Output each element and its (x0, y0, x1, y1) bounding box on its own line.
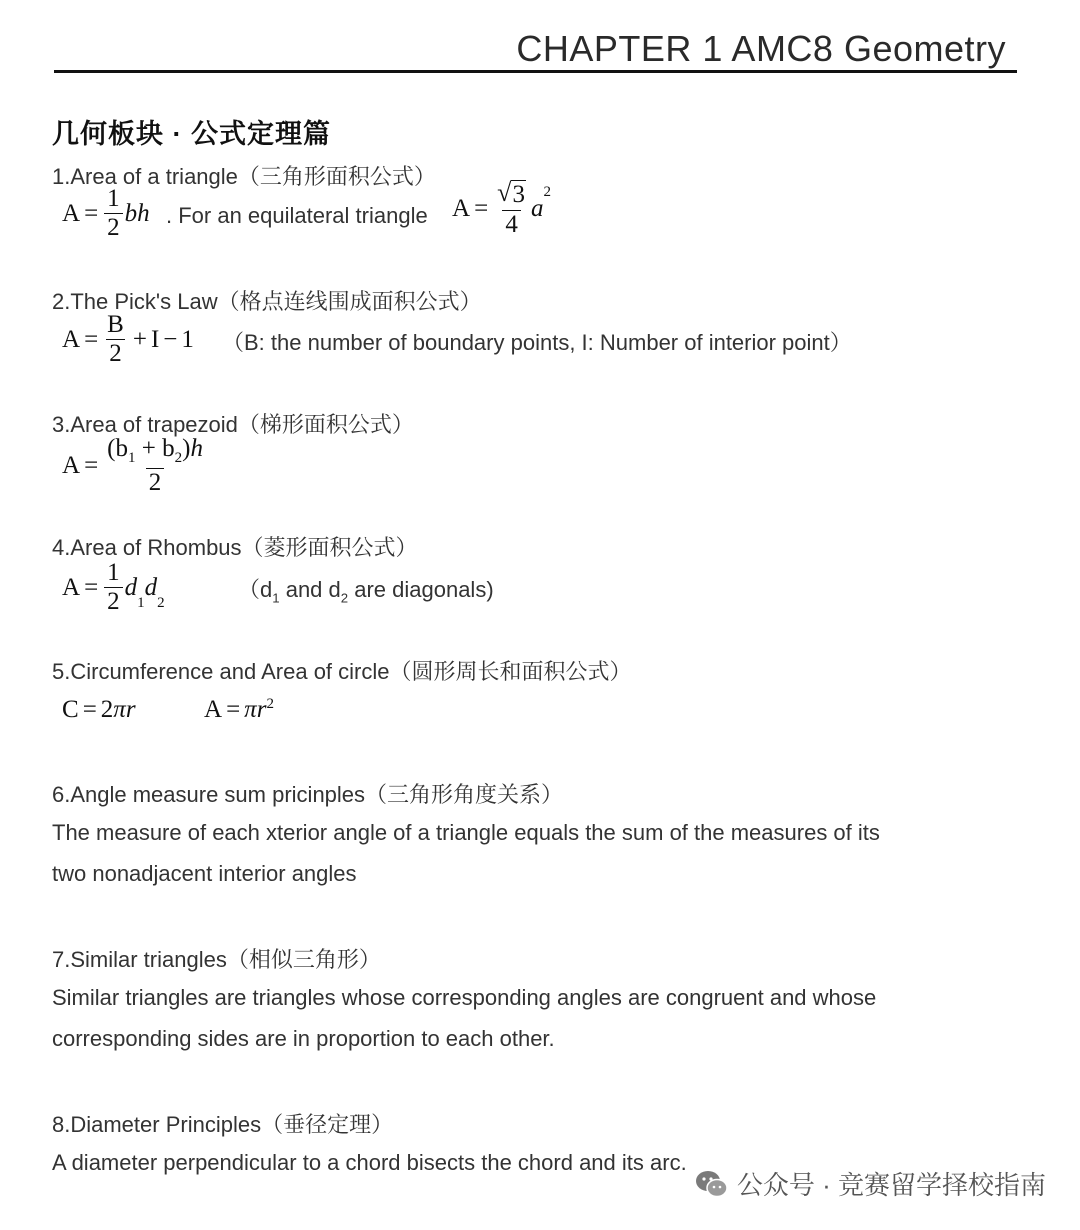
item-3-title: 3.Area of trapezoid（梯形面积公式） (52, 412, 414, 437)
item-4-title: 4.Area of Rhombus（菱形面积公式） (52, 535, 418, 560)
trapezoid-area-formula: A = $\frac{(b_1 + b_2)h}{2}$ (62, 435, 203, 496)
item-7-line-2: corresponding sides are in proportion to each other. (52, 1026, 555, 1051)
circumference-formula: C = 2 πr (62, 696, 136, 723)
circle-area-formula: A = πr $^2$ (204, 696, 274, 723)
chapter-title: CHAPTER 1 AMC8 Geometry (516, 28, 1006, 69)
picks-law-note: （B: the number of boundary points, I: Number of interior point） (222, 330, 852, 355)
item-7-title: 7.Similar triangles（相似三角形） (52, 947, 381, 972)
item-5-title: 5.Circumference and Area of circle（圆形周长和面积公式） (52, 659, 632, 684)
equilateral-note: . For an equilateral triangle (166, 203, 428, 228)
watermark-text: 公众号 · 竞赛留学择校指南 (736, 1170, 1046, 1200)
item-7-line-1: Similar triangles are triangles whose corresponding angles are congruent and whose (52, 985, 877, 1010)
item-6-line-2: two nonadjacent interior angles (52, 861, 357, 886)
item-2-title: 2.The Pick's Law（格点连线围成面积公式） (52, 289, 482, 314)
watermark (695, 1165, 1046, 1202)
section-heading: 几何板块 · 公式定理篇 (52, 119, 331, 149)
rhombus-note: （$d_1$ and $d_2$ are diagonals) (238, 577, 494, 606)
triangle-area-formula: A = $\frac{1}{2}$ bh (62, 185, 150, 242)
picks-law-formula: A = $\frac{B}{2}$ + I − 1 (62, 311, 194, 368)
item-1-title: 1.Area of a triangle（三角形面积公式） (52, 164, 436, 189)
equilateral-area-formula: A = √ 3 4 a $^2$ (452, 178, 551, 238)
header-rule (54, 70, 1017, 73)
item-8-title: 8.Diameter Principles（垂径定理） (52, 1112, 394, 1137)
item-6-line-1: The measure of each xterior angle of a triangle equals the sum of the measures of its (52, 820, 880, 845)
wechat-icon (695, 1169, 729, 1199)
item-8-line-1: A diameter perpendicular to a chord bisects the chord and its arc. (52, 1150, 687, 1175)
item-6-title: 6.Angle measure sum pricinples（三角形角度关系） (52, 782, 564, 807)
rhombus-area-formula: A = $\frac{1}{2}$ d $_1$ d $_2$ (62, 559, 165, 616)
